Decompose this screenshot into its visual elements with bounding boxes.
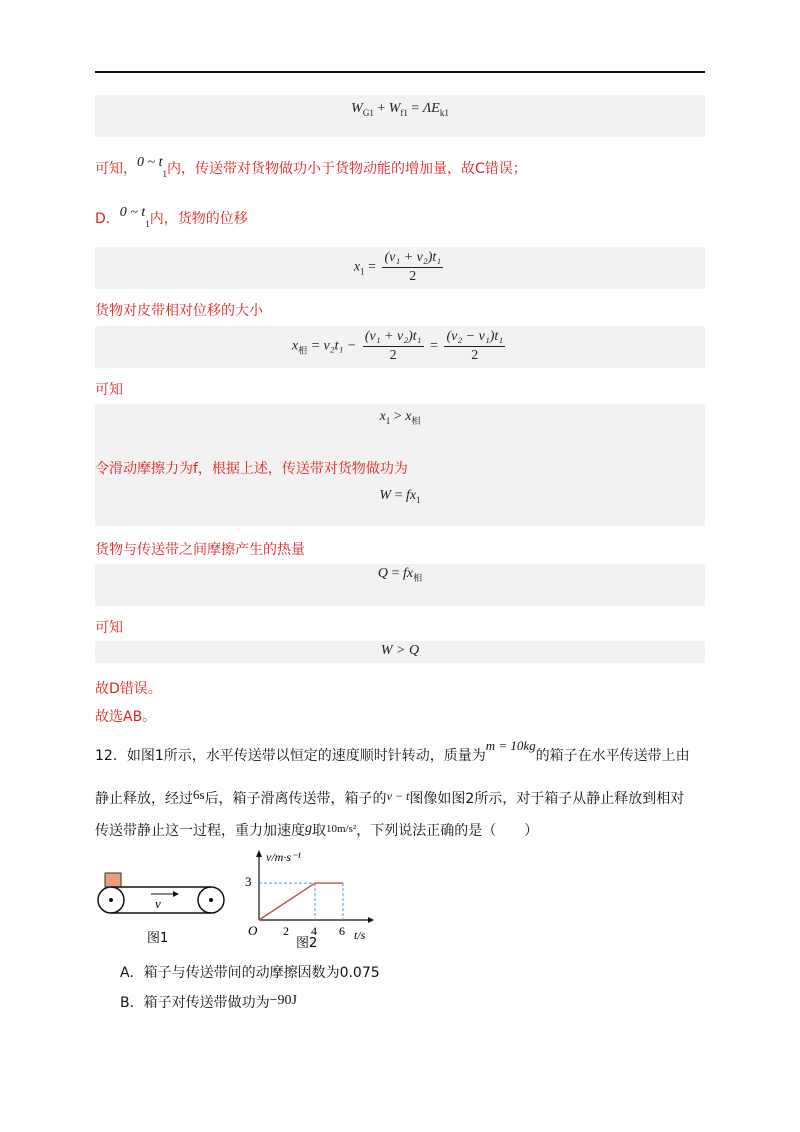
figure-2-vt-graph xyxy=(240,843,380,948)
y-axis-label: v/m·s⁻¹ xyxy=(266,850,301,864)
option-d-analysis: D．0 ~ $t_1$内，货物的位移 xyxy=(95,205,248,229)
friction-work-text: 令滑动摩擦力为f，根据上述，传送带对货物做功为 xyxy=(95,461,408,477)
question-12-line-2: 静止释放，经过6s后，箱子滑离传送带，箱子的v − t图像如图2所示，对于箱子从静止释放到相对 xyxy=(95,787,685,807)
equation-w-gt-q: W > Q xyxy=(380,643,420,658)
box-icon xyxy=(105,873,121,887)
equation-heat: $Q = fx_相$ xyxy=(377,566,423,583)
relative-displacement-text: 货物对皮带相对位移的大小 xyxy=(95,303,263,319)
equation-compare: $x_1 > x_相$ xyxy=(379,409,421,426)
equation-work: $W = fx_1$ xyxy=(379,488,421,505)
option-b[interactable]: B．箱子对传送带做功为−90J xyxy=(120,993,297,1011)
know-text-1: 可知 xyxy=(95,382,123,398)
y-tick-3: 3 xyxy=(245,874,252,889)
x-tick-6: 6 xyxy=(339,924,345,938)
header-rule xyxy=(95,71,705,73)
option-a[interactable]: A．箱子与传送带间的动摩擦因数为0.075 xyxy=(120,965,380,981)
question-12-line-3: 传送带静止这一过程，重力加速度g取$^{10m/s^2}$，下列说法正确的是（ ） xyxy=(95,821,539,839)
x-tick-2: 2 xyxy=(283,924,289,938)
know-text-2: 可知 xyxy=(95,620,123,636)
answer-ab-text: 故选AB。 xyxy=(95,709,157,725)
conclusion-c: 可知，0 ~ $t_1$内，传送带对货物做功小于货物动能的增加量，故C错误； xyxy=(95,155,527,179)
figure-1-caption: 图1 xyxy=(147,931,169,946)
heat-text: 货物与传送带之间摩擦产生的热量 xyxy=(95,542,305,558)
equation-relative-displacement: $x_相 = v_2t_1$ − $\frac{\text{(v₁ + v₂)t₁}}{2}$ = $\frac{\text{(v₂ − v₁)t₁}}{2}$ xyxy=(291,329,504,363)
equation-displacement: $x_1$ = $\frac{\text{(v₁ + v₂)t₁}}{2}$ xyxy=(353,250,442,284)
x-axis-label: t/s xyxy=(354,928,366,942)
d-wrong-text: 故D错误。 xyxy=(95,681,162,697)
equation-work-energy: $W_{G1} + W_{f1} = \Lambda E_{k1}$ xyxy=(351,101,449,118)
origin-label: O xyxy=(248,923,258,938)
question-12-line-1: 12．如图1所示，水平传送带以恒定的速度顺时针转动，质量为m = 10kg的箱子在水平传送带上由 xyxy=(95,738,690,764)
x-tick-4: 4 xyxy=(311,924,317,938)
velocity-label: v xyxy=(155,896,161,911)
figure-2-caption: 图2 xyxy=(296,936,318,948)
vt-series-line xyxy=(259,883,343,920)
figure-1-conveyor xyxy=(95,868,235,948)
